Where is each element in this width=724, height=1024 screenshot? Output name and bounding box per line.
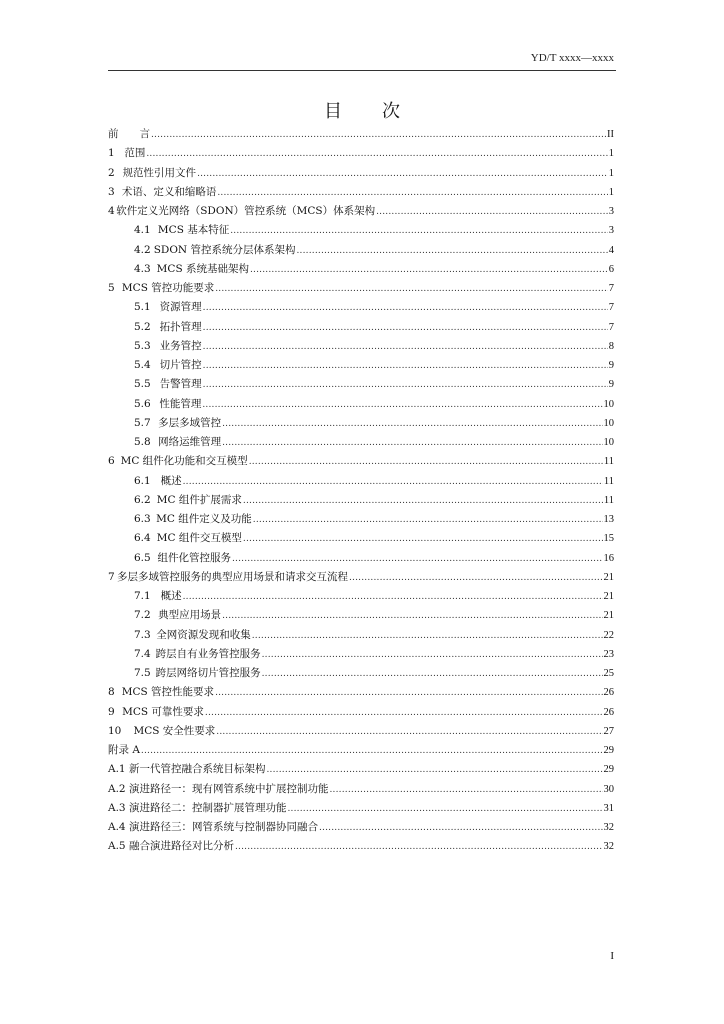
toc-leader-dots xyxy=(250,260,608,280)
toc-entry-number: 6 xyxy=(108,455,115,468)
toc-entry-title: 概述 xyxy=(160,590,182,602)
toc-leader-dots xyxy=(232,549,603,569)
toc-entry-number: 5.6 xyxy=(134,397,151,410)
toc-leader-dots xyxy=(203,375,608,395)
toc-leader-dots xyxy=(287,799,602,819)
toc-leader-dots xyxy=(222,433,602,453)
toc-leader-dots xyxy=(253,510,603,530)
toc-entry[interactable] xyxy=(108,318,614,337)
toc-entry-number: 7.3 xyxy=(134,628,151,641)
toc-leader-dots xyxy=(376,202,608,222)
toc-entry-number: 5.7 xyxy=(134,416,151,429)
toc-entry-page: 10 xyxy=(603,437,614,448)
toc-entry-title: 资源管理 xyxy=(159,301,202,314)
toc-entry-number: 4 xyxy=(108,205,115,217)
toc-entry[interactable] xyxy=(108,529,614,548)
toc-entry-page: 32 xyxy=(603,822,614,833)
toc-entry-title: 网络运维管理 xyxy=(158,436,222,448)
toc-entry-page: 1 xyxy=(608,167,614,179)
toc-entry[interactable] xyxy=(108,491,614,510)
toc-entry[interactable] xyxy=(108,164,614,183)
toc-entry-number: 5.4 xyxy=(134,359,151,371)
toc-entry-title: 告警管理 xyxy=(159,378,202,391)
toc-entry[interactable] xyxy=(108,125,614,144)
toc-entry-title: 业务管控 xyxy=(159,339,202,352)
toc-entry-number: 5.3 xyxy=(134,339,151,352)
toc-entry-page: 26 xyxy=(603,706,614,718)
toc-entry[interactable] xyxy=(108,606,614,625)
toc-leader-dots xyxy=(243,529,603,549)
toc-entry-page: 21 xyxy=(603,591,614,602)
toc-entry-title: 范围 xyxy=(124,147,146,160)
toc-leader-dots xyxy=(215,279,608,299)
toc-leader-dots xyxy=(202,395,602,415)
toc-leader-dots xyxy=(216,722,602,742)
toc-entry-page: 32 xyxy=(603,841,614,853)
toc-entry-page: 31 xyxy=(603,802,614,814)
toc-leader-dots xyxy=(252,626,603,646)
toc-entry[interactable] xyxy=(108,741,614,760)
toc-entry-page: 3 xyxy=(608,225,614,237)
toc-entry-title: A.1 新一代管控融合系统目标架构 xyxy=(108,763,266,776)
page-title: 目次 xyxy=(324,101,440,122)
toc-entry-number: 5.8 xyxy=(134,436,151,448)
toc-entry[interactable] xyxy=(108,337,614,356)
toc-entry-title: MCS 可靠性要求 xyxy=(122,705,204,718)
toc-entry-number: 6.4 xyxy=(134,532,151,545)
table-of-contents xyxy=(108,125,614,857)
toc-entry-number: 1 xyxy=(108,147,115,160)
toc-entry-title: MCS 管控性能要求 xyxy=(121,686,215,699)
toc-entry-number: 6.1 xyxy=(134,474,151,487)
toc-entry-page: 30 xyxy=(603,783,614,795)
toc-entry-title: 组件化管控服务 xyxy=(157,551,231,564)
toc-entry-page: 16 xyxy=(603,552,614,564)
toc-entry-page: 13 xyxy=(603,514,614,525)
toc-entry[interactable] xyxy=(108,760,614,779)
toc-leader-dots xyxy=(222,414,602,434)
toc-entry-page: 9 xyxy=(608,379,614,391)
toc-entry-page: II xyxy=(607,129,614,140)
toc-entry[interactable] xyxy=(108,837,614,856)
toc-leader-dots xyxy=(203,318,608,338)
toc-entry-number: 6.5 xyxy=(134,551,151,564)
toc-entry-title: MCS 安全性要求 xyxy=(133,724,216,737)
toc-entry-title: 切片管控 xyxy=(159,359,202,371)
toc-entry-title: 附录 A xyxy=(108,744,140,756)
toc-entry-title: 拓扑管理 xyxy=(159,320,202,333)
toc-entry-title: MCS 基本特征 xyxy=(157,224,230,237)
toc-entry-number: 9 xyxy=(108,705,115,718)
toc-entry[interactable] xyxy=(108,568,614,587)
toc-leader-dots xyxy=(222,606,602,626)
toc-entry-number: 5 xyxy=(108,282,115,294)
toc-entry[interactable] xyxy=(108,395,614,414)
toc-entry-number: 8 xyxy=(108,686,115,699)
document-code: YD/T xxxx—xxxx xyxy=(530,52,614,64)
toc-entry-title: 性能管理 xyxy=(159,397,202,410)
toc-entry-number: 7.5 xyxy=(134,667,151,679)
toc-entry[interactable] xyxy=(108,780,614,799)
toc-entry-number: 6.3 xyxy=(134,513,151,525)
toc-leader-dots xyxy=(197,164,608,184)
toc-leader-dots xyxy=(262,645,603,665)
page-number: I xyxy=(610,950,614,962)
toc-entry[interactable] xyxy=(108,664,614,683)
toc-entry-page: 22 xyxy=(603,629,614,641)
toc-entry-number: 6.2 xyxy=(134,493,151,506)
toc-entry-number: 4.1 xyxy=(134,224,151,237)
toc-entry-page: 1 xyxy=(608,148,614,160)
toc-leader-dots xyxy=(183,587,603,607)
toc-leader-dots xyxy=(249,452,603,472)
toc-entry[interactable] xyxy=(108,221,614,240)
header-rule xyxy=(108,70,616,71)
toc-entry-page: 23 xyxy=(603,648,614,660)
toc-entry-title: 多层多域管控 xyxy=(158,416,222,429)
toc-leader-dots xyxy=(262,664,603,684)
toc-entry-number: 7 xyxy=(108,570,115,583)
toc-entry-page: 9 xyxy=(608,360,614,371)
toc-entry-page: 21 xyxy=(603,610,614,622)
toc-leader-dots xyxy=(146,144,607,164)
toc-entry-title: A.3 演进路径二：控制器扩展管理功能 xyxy=(108,801,287,814)
toc-entry-title: MCS 管控功能要求 xyxy=(121,282,215,294)
toc-entry-title: SDON 管控系统分层体系架构 xyxy=(153,243,296,256)
toc-leader-dots xyxy=(151,125,606,145)
toc-entry[interactable] xyxy=(108,645,614,664)
toc-entry-page: 7 xyxy=(608,283,614,294)
toc-entry-page: 7 xyxy=(608,321,614,333)
toc-entry-title: MC 组件扩展需求 xyxy=(156,493,242,506)
toc-entry-number: 3 xyxy=(108,185,115,198)
toc-entry-title: 跨层网络切片管控服务 xyxy=(155,667,261,679)
toc-leader-dots xyxy=(215,683,602,703)
toc-entry[interactable] xyxy=(108,587,614,606)
toc-entry-page: 27 xyxy=(603,725,614,737)
toc-entry[interactable] xyxy=(108,144,614,163)
toc-entry-page: 1 xyxy=(608,186,614,198)
toc-entry-number: 5.1 xyxy=(134,301,151,314)
toc-entry-page: 8 xyxy=(608,340,614,352)
toc-entry[interactable] xyxy=(108,703,614,722)
toc-entry-page: 29 xyxy=(603,764,614,776)
toc-entry-number: 7.4 xyxy=(134,647,151,660)
toc-entry-page: 21 xyxy=(603,571,614,583)
toc-entry[interactable] xyxy=(108,356,614,375)
toc-entry-number: 2 xyxy=(108,166,115,179)
toc-entry-title: A.2 演进路径一：现有网管系统中扩展控制功能 xyxy=(108,782,329,795)
toc-entry[interactable] xyxy=(108,510,614,529)
toc-leader-dots xyxy=(235,837,603,857)
toc-entry-title: MC 组件化功能和交互模型 xyxy=(120,455,248,468)
toc-entry-number: 7.1 xyxy=(134,590,151,602)
toc-entry[interactable] xyxy=(108,472,614,491)
toc-entry-number: 10 xyxy=(108,724,122,737)
toc-entry[interactable] xyxy=(108,549,614,568)
toc-entry-title: MC 组件定义及功能 xyxy=(156,513,252,525)
toc-entry-title: 概述 xyxy=(160,474,182,487)
toc-entry-page: 11 xyxy=(603,456,614,468)
toc-entry-title: 软件定义光网络（SDON）管控系统（MCS）体系架构 xyxy=(116,205,376,217)
toc-entry-page: 10 xyxy=(603,398,614,410)
toc-entry-title: MC 组件交互模型 xyxy=(156,532,242,545)
toc-entry-title: A.5 融合演进路径对比分析 xyxy=(108,840,234,853)
toc-entry-title: 术语、定义和缩略语 xyxy=(121,185,217,198)
toc-leader-dots xyxy=(205,703,603,723)
toc-entry-page: 11 xyxy=(603,494,614,506)
toc-entry[interactable] xyxy=(108,414,614,433)
toc-entry[interactable] xyxy=(108,683,614,702)
toc-entry-number: 4.3 xyxy=(134,262,151,275)
toc-entry-title: 跨层自有业务管控服务 xyxy=(155,647,261,660)
toc-entry-number: 5.5 xyxy=(134,378,151,391)
toc-leader-dots xyxy=(141,741,603,761)
toc-leader-dots xyxy=(329,780,602,800)
toc-entry-title: A.4 演进路径三：网管系统与控制器协同融合 xyxy=(108,821,318,833)
toc-entry-title: 典型应用场景 xyxy=(158,609,222,622)
toc-leader-dots xyxy=(266,760,602,780)
toc-entry[interactable] xyxy=(108,241,614,260)
toc-entry-page: 7 xyxy=(608,302,614,314)
toc-entry-title: 规范性引用文件 xyxy=(122,166,197,179)
toc-entry-number: 7.2 xyxy=(134,609,151,622)
toc-entry-title: MCS 系统基础架构 xyxy=(156,262,249,275)
toc-entry[interactable] xyxy=(108,279,614,298)
toc-entry[interactable] xyxy=(108,202,614,221)
toc-entry[interactable] xyxy=(108,799,614,818)
toc-entry-page: 15 xyxy=(603,533,614,545)
toc-entry[interactable] xyxy=(108,260,614,279)
toc-entry[interactable] xyxy=(108,452,614,471)
toc-entry[interactable] xyxy=(108,433,614,452)
toc-entry-page: 10 xyxy=(603,417,614,429)
toc-leader-dots xyxy=(203,337,608,357)
toc-leader-dots xyxy=(296,241,607,261)
toc-leader-dots xyxy=(243,491,603,511)
toc-entry-page: 26 xyxy=(603,687,614,699)
toc-entry-title: 多层多域管控服务的典型应用场景和请求交互流程 xyxy=(116,570,348,583)
toc-leader-dots xyxy=(349,568,603,588)
toc-entry[interactable] xyxy=(108,298,614,317)
toc-entry-number: 4.2 xyxy=(134,243,151,256)
toc-entry[interactable] xyxy=(108,375,614,394)
toc-entry-page: 29 xyxy=(603,745,614,756)
toc-entry-page: 25 xyxy=(603,668,614,679)
toc-entry-page: 6 xyxy=(608,263,614,275)
toc-entry[interactable] xyxy=(108,183,614,202)
toc-entry[interactable] xyxy=(108,626,614,645)
toc-leader-dots xyxy=(230,221,608,241)
toc-entry-page: 3 xyxy=(608,206,614,217)
toc-leader-dots xyxy=(203,298,608,318)
toc-leader-dots xyxy=(183,472,603,492)
toc-entry-page: 4 xyxy=(608,244,614,256)
toc-entry-number: 5.2 xyxy=(134,320,151,333)
toc-leader-dots xyxy=(203,356,608,376)
toc-entry[interactable] xyxy=(108,818,614,837)
toc-leader-dots xyxy=(217,183,607,203)
toc-leader-dots xyxy=(319,818,603,838)
toc-entry-title: 前 言 xyxy=(108,128,150,140)
toc-entry-page: 11 xyxy=(603,475,614,487)
toc-entry[interactable] xyxy=(108,722,614,741)
toc-entry-title: 全网资源发现和收集 xyxy=(156,628,251,641)
